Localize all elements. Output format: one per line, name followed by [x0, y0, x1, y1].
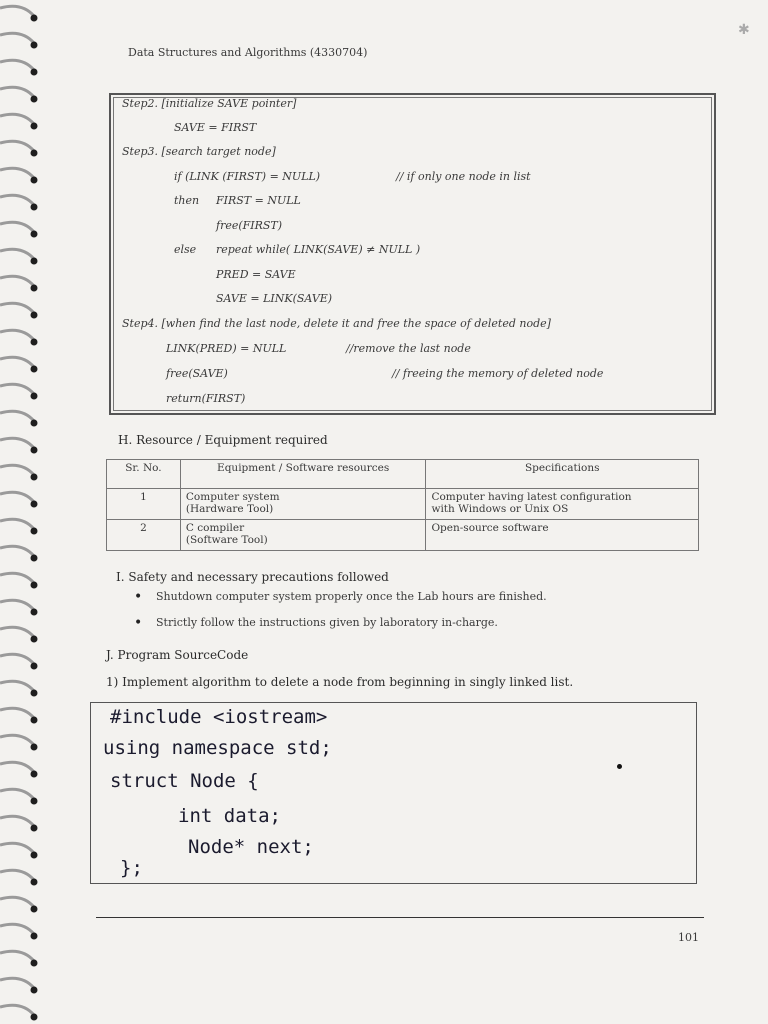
table-cell-sr-no: 2: [107, 520, 181, 551]
algo-keyword: else: [174, 243, 197, 256]
cell-line: with Windows or Unix OS: [431, 503, 569, 515]
spiral-binding: [0, 0, 44, 1024]
algo-line: free(FIRST): [216, 219, 283, 232]
footer-rule: [96, 917, 704, 918]
code-line: #include <iostream>: [110, 706, 328, 728]
resources-heading: H. Resource / Equipment required: [118, 433, 328, 447]
cell-line: C compiler: [185, 522, 245, 534]
algo-line: LINK(PRED) = NULL: [166, 342, 287, 355]
handwritten-code-box: [90, 702, 697, 884]
algo-line: SAVE = LINK(SAVE): [216, 292, 333, 305]
list-item: • Shutdown computer system properly once the Lab hours are finished.: [132, 590, 547, 616]
code-line: using namespace std;: [103, 737, 332, 759]
ink-dot: [617, 764, 622, 769]
resources-table: [106, 459, 699, 551]
algo-line: if (LINK (FIRST) = NULL): [174, 170, 321, 183]
algo-line: repeat while( LINK(SAVE) ≠ NULL ): [216, 243, 421, 256]
corner-mark-icon: ✱: [738, 22, 750, 38]
table-cell-equipment: [180, 520, 426, 551]
table-cell-spec: [426, 520, 699, 551]
table-cell-spec: [426, 489, 699, 520]
algo-line: PRED = SAVE: [216, 268, 296, 281]
cell-line: Open-source software: [431, 522, 549, 534]
cell-line: Computer system: [185, 491, 280, 503]
algo-keyword: then: [174, 194, 200, 207]
code-line: struct Node {: [110, 770, 259, 792]
cell-line: (Hardware Tool): [185, 503, 274, 515]
safety-heading: I. Safety and necessary precautions followed: [116, 570, 389, 584]
algo-comment: //remove the last node: [346, 342, 471, 355]
table-row: [107, 520, 699, 551]
algo-line: free(SAVE): [166, 367, 228, 380]
algo-comment: // freeing the memory of deleted node: [392, 367, 604, 380]
code-line: Node* next;: [188, 836, 314, 858]
program-heading: J. Program SourceCode: [106, 648, 249, 662]
list-item: • Strictly follow the instructions given by laboratory in-charge.: [132, 616, 547, 642]
algo-step2: Step2. [initialize SAVE pointer]: [122, 97, 297, 110]
cell-line: Computer having latest configuration: [431, 491, 632, 503]
table-header-row: [107, 460, 699, 489]
cell-line: (Software Tool): [185, 534, 268, 546]
algo-line: FIRST = NULL: [216, 194, 301, 207]
page-header-title: Data Structures and Algorithms (4330704): [128, 46, 368, 59]
algo-comment: // if only one node in list: [396, 170, 531, 183]
algo-step4: Step4. [when find the last node, delete it and free the space of deleted node]: [122, 317, 551, 330]
algo-line: SAVE = FIRST: [174, 121, 257, 134]
page-number: 101: [678, 931, 699, 944]
column-header-equipment: Equipment / Software resources: [180, 460, 426, 489]
code-line: };: [120, 857, 143, 879]
table-row: [107, 489, 699, 520]
column-header-specifications: Specifications: [426, 460, 699, 489]
safety-list: [132, 590, 547, 642]
column-header-sr-no: Sr. No.: [107, 460, 181, 489]
table-cell-sr-no: 1: [107, 489, 181, 520]
table-cell-equipment: [180, 489, 426, 520]
algo-line: return(FIRST): [166, 392, 246, 405]
algo-step3: Step3. [search target node]: [122, 145, 276, 158]
program-question: 1) Implement algorithm to delete a node from beginning in singly linked list.: [106, 675, 574, 689]
code-line: int data;: [178, 805, 281, 827]
